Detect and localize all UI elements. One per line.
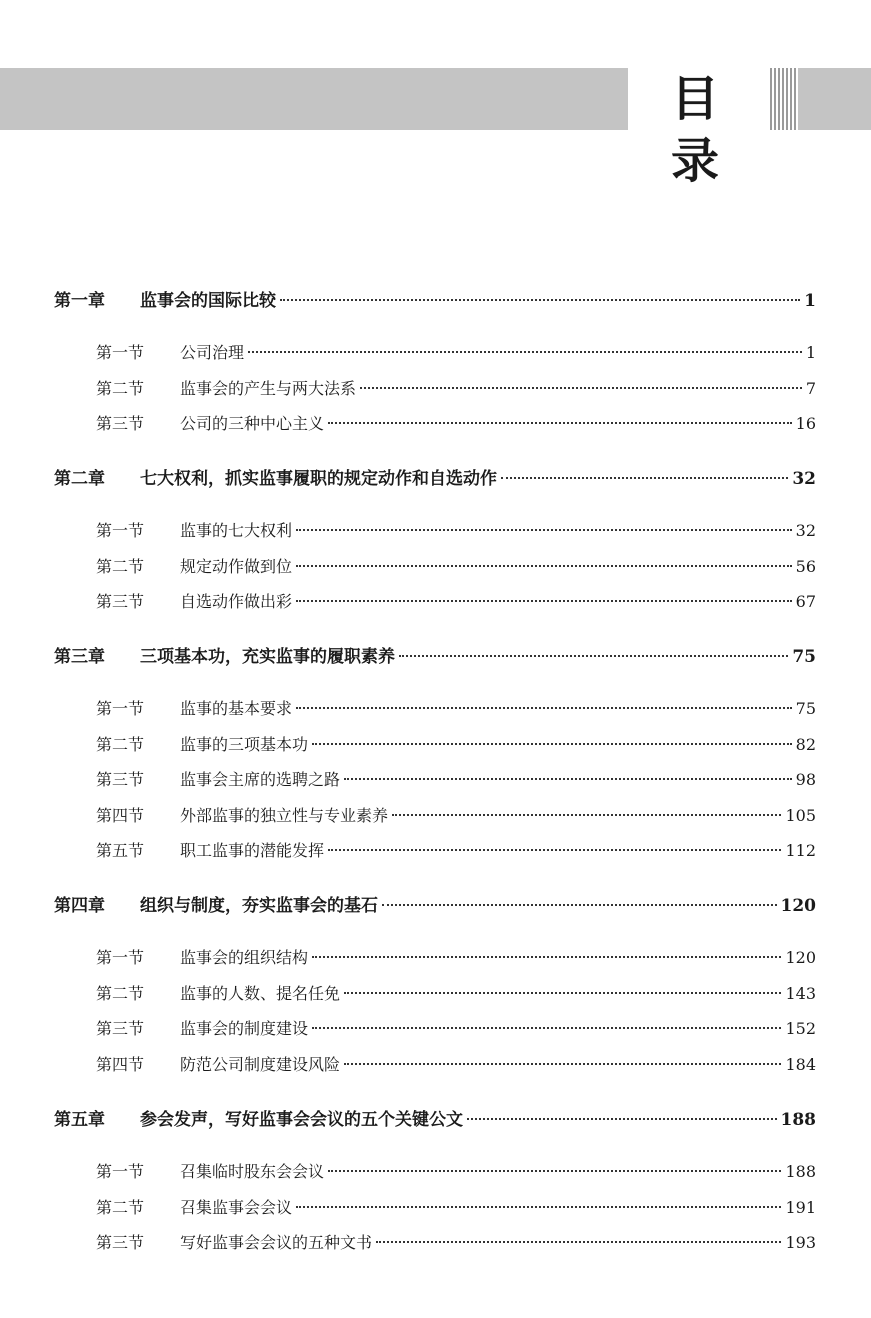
toc-section-number: 第三节: [96, 414, 145, 433]
toc-chapter-page-number: 1: [804, 291, 816, 311]
header-gray-band: [0, 68, 628, 130]
header-bar: [0, 68, 871, 189]
dot-leader: [467, 1118, 777, 1120]
toc-chapter-page-number: 188: [780, 1110, 816, 1130]
toc-section-row[interactable]: [96, 1052, 816, 1075]
dot-leader: [248, 351, 802, 353]
toc-section-page-number: 191: [785, 1197, 816, 1217]
toc-section-row[interactable]: [96, 1016, 816, 1039]
dot-leader: [501, 477, 788, 479]
toc-section-row[interactable]: [96, 1230, 816, 1253]
toc-chapter-number: 第三章: [54, 647, 105, 667]
toc-section-page-number: 188: [785, 1162, 816, 1181]
toc-section-number: 第二节: [96, 734, 145, 754]
dot-leader: [312, 956, 781, 958]
toc-chapter-title: 七大权利，抓实监事履职的规定动作和自选动作: [140, 469, 497, 489]
toc-section-row[interactable]: [96, 767, 816, 790]
dot-leader: [312, 743, 792, 745]
toc-section-page-number: 120: [785, 948, 816, 967]
toc-section-row[interactable]: [96, 981, 816, 1004]
toc-section-number: 第二节: [96, 556, 145, 576]
toc-section-title: 职工监事的潜能发挥: [180, 841, 325, 860]
toc-chapter-title: 组织与制度，夯实监事会的基石: [140, 896, 378, 916]
toc-chapter-number: 第五章: [54, 1110, 105, 1130]
dot-leader: [296, 707, 792, 709]
toc-section-number: 第二节: [96, 1197, 145, 1217]
toc-section-row[interactable]: [96, 732, 816, 755]
toc-section-row[interactable]: [96, 340, 816, 363]
toc-section-page-number: 32: [795, 521, 816, 540]
page-title: 目 录: [670, 71, 731, 189]
toc-section-page-number: 143: [785, 983, 816, 1003]
toc-section-number: 第二节: [96, 378, 145, 398]
dot-leader: [382, 904, 777, 906]
toc-section-title: 监事的三项基本功: [180, 734, 309, 754]
toc-section-page-number: 1: [805, 343, 816, 362]
toc-section-title: 监事会的制度建设: [180, 1019, 309, 1038]
toc-section-row[interactable]: [96, 945, 816, 968]
toc-section-page-number: 112: [785, 841, 816, 860]
toc-section-number: 第三节: [96, 592, 145, 611]
toc-section-title: 召集临时股东会会议: [180, 1162, 325, 1181]
toc-section-title: 召集监事会会议: [180, 1197, 293, 1217]
toc-section-title: 公司的三种中心主义: [180, 414, 325, 433]
header-stripes-decoration: [770, 68, 796, 130]
toc-section-row[interactable]: [96, 376, 816, 399]
dot-leader: [360, 387, 802, 389]
toc-section-row[interactable]: [96, 554, 816, 577]
dot-leader: [399, 655, 788, 657]
toc-section-number: 第二节: [96, 983, 145, 1003]
dot-leader: [312, 1027, 781, 1029]
toc-chapter-page-number: 120: [780, 896, 816, 916]
toc-section-row[interactable]: [96, 838, 816, 861]
toc-section-number: 第一节: [96, 343, 145, 362]
toc-chapter-title: 参会发声，写好监事会会议的五个关键公文: [140, 1110, 463, 1130]
toc-section-page-number: 98: [795, 770, 816, 789]
toc-section-number: 第三节: [96, 1019, 145, 1038]
dot-leader: [328, 422, 792, 424]
toc-section-row[interactable]: [96, 1159, 816, 1182]
toc-section-number: 第三节: [96, 770, 145, 789]
toc-section-row[interactable]: [96, 518, 816, 541]
toc-section-title: 监事会的产生与两大法系: [180, 378, 357, 398]
dot-leader: [376, 1241, 781, 1243]
toc-section-title: 公司治理: [180, 343, 245, 362]
toc-section-title: 监事会主席的选聘之路: [180, 770, 341, 789]
toc-section-row[interactable]: [96, 411, 816, 434]
dot-leader: [296, 1206, 781, 1208]
toc-section-title: 监事的七大权利: [180, 521, 293, 540]
dot-leader: [344, 1063, 781, 1065]
dot-leader: [344, 778, 792, 780]
toc-section-title: 写好监事会会议的五种文书: [180, 1233, 373, 1252]
toc-chapter-row[interactable]: [54, 1105, 816, 1130]
toc-chapter-title: 监事会的国际比较: [140, 291, 276, 311]
toc-section-page-number: 82: [795, 734, 816, 754]
toc-chapter-number: 第四章: [54, 896, 105, 916]
toc-section-page-number: 56: [795, 556, 816, 576]
toc-chapter-page-number: 75: [792, 647, 816, 667]
toc-chapter-title: 三项基本功，充实监事的履职素养: [140, 647, 395, 667]
dot-leader: [280, 299, 800, 301]
toc-chapter-number: 第一章: [54, 291, 105, 311]
dot-leader: [296, 600, 792, 602]
toc-chapter-row[interactable]: [54, 891, 816, 916]
toc-section-page-number: 184: [785, 1054, 816, 1074]
toc-section-title: 监事的人数、提名任免: [180, 983, 341, 1003]
toc-chapter-page-number: 32: [792, 469, 816, 489]
toc-section-number: 第三节: [96, 1233, 145, 1252]
toc-section-title: 监事的基本要求: [180, 699, 293, 718]
toc-section-title: 规定动作做到位: [180, 556, 293, 576]
header-gray-band-right: [798, 68, 871, 130]
toc-section-page-number: 105: [785, 805, 816, 825]
toc-chapter-number: 第二章: [54, 469, 105, 489]
dot-leader: [392, 814, 781, 816]
dot-leader: [296, 565, 792, 567]
toc-chapter-row[interactable]: [54, 464, 816, 489]
dot-leader: [296, 529, 792, 531]
toc-section-row[interactable]: [96, 696, 816, 719]
toc-section-row[interactable]: [96, 1195, 816, 1218]
dot-leader: [328, 849, 781, 851]
toc-section-title: 外部监事的独立性与专业素养: [180, 805, 389, 825]
toc-section-number: 第一节: [96, 948, 145, 967]
dot-leader: [328, 1170, 781, 1172]
dot-leader: [344, 992, 781, 994]
toc-section-number: 第一节: [96, 521, 145, 540]
toc-section-page-number: 193: [785, 1233, 816, 1252]
toc-chapter-row[interactable]: [54, 286, 816, 311]
toc-section-title: 监事会的组织结构: [180, 948, 309, 967]
toc-section-title: 自选动作做出彩: [180, 592, 293, 611]
toc-section-row[interactable]: [96, 589, 816, 612]
toc-section-page-number: 16: [795, 414, 816, 433]
toc-section-number: 第一节: [96, 1162, 145, 1181]
toc-section-number: 第四节: [96, 805, 145, 825]
toc-section-number: 第五节: [96, 841, 145, 860]
toc-section-page-number: 75: [795, 699, 816, 718]
toc-section-number: 第四节: [96, 1054, 145, 1074]
toc-section-page-number: 67: [795, 592, 816, 611]
toc-section-number: 第一节: [96, 699, 145, 718]
toc-section-row[interactable]: [96, 803, 816, 826]
toc-section-page-number: 152: [785, 1019, 816, 1038]
toc-chapter-row[interactable]: [54, 642, 816, 667]
toc-section-title: 防范公司制度建设风险: [180, 1054, 341, 1074]
toc-section-page-number: 7: [805, 378, 816, 398]
